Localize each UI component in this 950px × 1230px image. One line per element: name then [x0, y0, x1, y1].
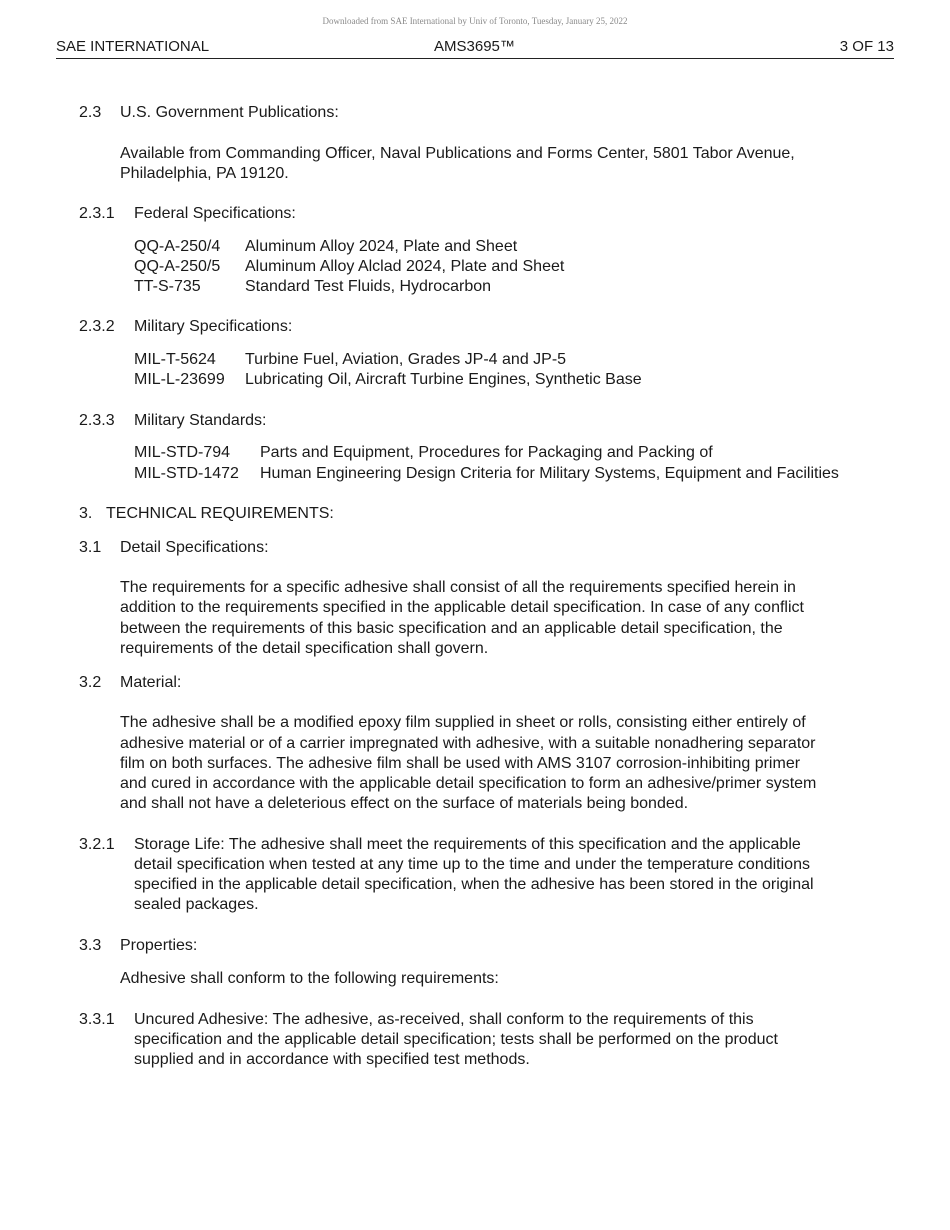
- header-org: SAE INTERNATIONAL: [56, 38, 210, 55]
- paragraph-line: film on both surfaces. The adhesive film shall be used with AMS 3107 corrosion-inhibiting primer: [120, 755, 801, 772]
- section-title: U.S. Government Publications:: [120, 104, 339, 121]
- section-2-3-heading: [79, 103, 339, 123]
- spec-list-item: [134, 370, 642, 390]
- section-title: Federal Specifications:: [134, 205, 296, 222]
- paragraph-line: supplied and in accordance with specified test methods.: [134, 1051, 530, 1068]
- section-title: Military Standards:: [134, 412, 267, 429]
- paragraph-line: Available from Commanding Officer, Naval Publications and Forms Center, 5801 Tabor Avenue,: [120, 145, 795, 162]
- section-number: 2.3.2: [79, 318, 115, 335]
- page-header: [56, 38, 894, 59]
- section-title: Properties:: [120, 937, 198, 954]
- paragraph-line: The requirements for a specific adhesive shall consist of all the requirements specified herein in: [120, 579, 796, 596]
- spec-list-item: [134, 464, 839, 484]
- section-3-heading: [79, 504, 334, 524]
- paragraph-line: detail specification when tested at any time up to the time and under the temperature conditions: [134, 856, 810, 873]
- spec-description: Lubricating Oil, Aircraft Turbine Engines, Synthetic Base: [245, 371, 642, 388]
- section-title: Military Specifications:: [134, 318, 293, 335]
- section-title: Material:: [120, 674, 182, 691]
- section-2-3-1-heading: [79, 204, 296, 224]
- section-number: 3.: [79, 505, 93, 522]
- spec-code: MIL-STD-794: [134, 444, 231, 461]
- section-3-3-1-number: 3.3.1: [79, 1011, 115, 1028]
- header-doc-id: AMS3695™: [434, 38, 515, 55]
- spec-list-item: [134, 350, 567, 370]
- paragraph-line: and shall not have a deleterious effect on the surface of materials being bonded.: [120, 795, 689, 812]
- spec-description: Aluminum Alloy 2024, Plate and Sheet: [245, 238, 518, 255]
- section-number: 2.3: [79, 104, 102, 121]
- section-3-2-heading: [79, 673, 182, 693]
- paragraph-line: Adhesive shall conform to the following requirements:: [120, 970, 499, 987]
- spec-code: TT-S-735: [134, 278, 201, 295]
- spec-code: QQ-A-250/4: [134, 238, 221, 255]
- spec-code: QQ-A-250/5: [134, 258, 221, 275]
- section-2-3-3-heading: [79, 411, 267, 431]
- section-3-3-heading: [79, 936, 198, 956]
- paragraph-line: Uncured Adhesive: The adhesive, as-received, shall conform to the requirements of this: [134, 1011, 754, 1028]
- spec-description: Aluminum Alloy Alclad 2024, Plate and Sheet: [245, 258, 565, 275]
- paragraph-line: between the requirements of this basic specification and an applicable detail specification, the: [120, 620, 783, 637]
- download-watermark: Downloaded from SAE International by Univ of Toronto, Tuesday, January 25, 2022: [322, 16, 628, 26]
- paragraph-line: The adhesive shall be a modified epoxy film supplied in sheet or rolls, consisting either entirely of: [120, 714, 806, 731]
- spec-list-item: [134, 257, 565, 277]
- section-title: Detail Specifications:: [120, 539, 269, 556]
- section-3-2-1-number: 3.2.1: [79, 836, 115, 853]
- spec-list-item: [134, 443, 713, 463]
- section-number: 3.2: [79, 674, 102, 691]
- section-number: 3.3: [79, 937, 102, 954]
- paragraph-line: specified in the applicable detail specification, when the adhesive has been stored in the original: [134, 876, 814, 893]
- paragraph-line: Storage Life: The adhesive shall meet the requirements of this specification and the applicable: [134, 836, 801, 853]
- paragraph-line: adhesive material or of a carrier impregnated with adhesive, with a suitable nonadhering separator: [120, 735, 816, 752]
- paragraph-line: requirements of the detail specification shall govern.: [120, 640, 489, 657]
- paragraph-line: addition to the requirements specified in the applicable detail specification. In case of any conflict: [120, 599, 804, 616]
- section-2-3-2-heading: [79, 317, 293, 337]
- spec-list-item: [134, 237, 518, 257]
- spec-description: Parts and Equipment, Procedures for Packaging and Packing of: [260, 444, 713, 461]
- spec-description: Standard Test Fluids, Hydrocarbon: [245, 278, 492, 295]
- paragraph-line: Philadelphia, PA 19120.: [120, 165, 289, 182]
- section-number: 3.1: [79, 539, 102, 556]
- spec-code: MIL-T-5624: [134, 351, 216, 368]
- spec-description: Turbine Fuel, Aviation, Grades JP-4 and JP-5: [245, 351, 567, 368]
- section-number: 2.3.3: [79, 412, 115, 429]
- paragraph-line: sealed packages.: [134, 896, 259, 913]
- spec-code: MIL-STD-1472: [134, 465, 239, 482]
- header-page-number: 3 OF 13: [839, 38, 894, 55]
- paragraph-line: specification and the applicable detail specification; tests shall be performed on the product: [134, 1031, 778, 1048]
- spec-code: MIL-L-23699: [134, 371, 225, 388]
- section-number: 2.3.1: [79, 205, 115, 222]
- spec-description: Human Engineering Design Criteria for Military Systems, Equipment and Facilities: [260, 465, 839, 482]
- section-title: TECHNICAL REQUIREMENTS:: [106, 505, 334, 522]
- paragraph-line: and cured in accordance with the applicable detail specification to form an adhesive/primer system: [120, 775, 817, 792]
- spec-list-item: [134, 277, 492, 297]
- section-3-1-heading: [79, 538, 269, 558]
